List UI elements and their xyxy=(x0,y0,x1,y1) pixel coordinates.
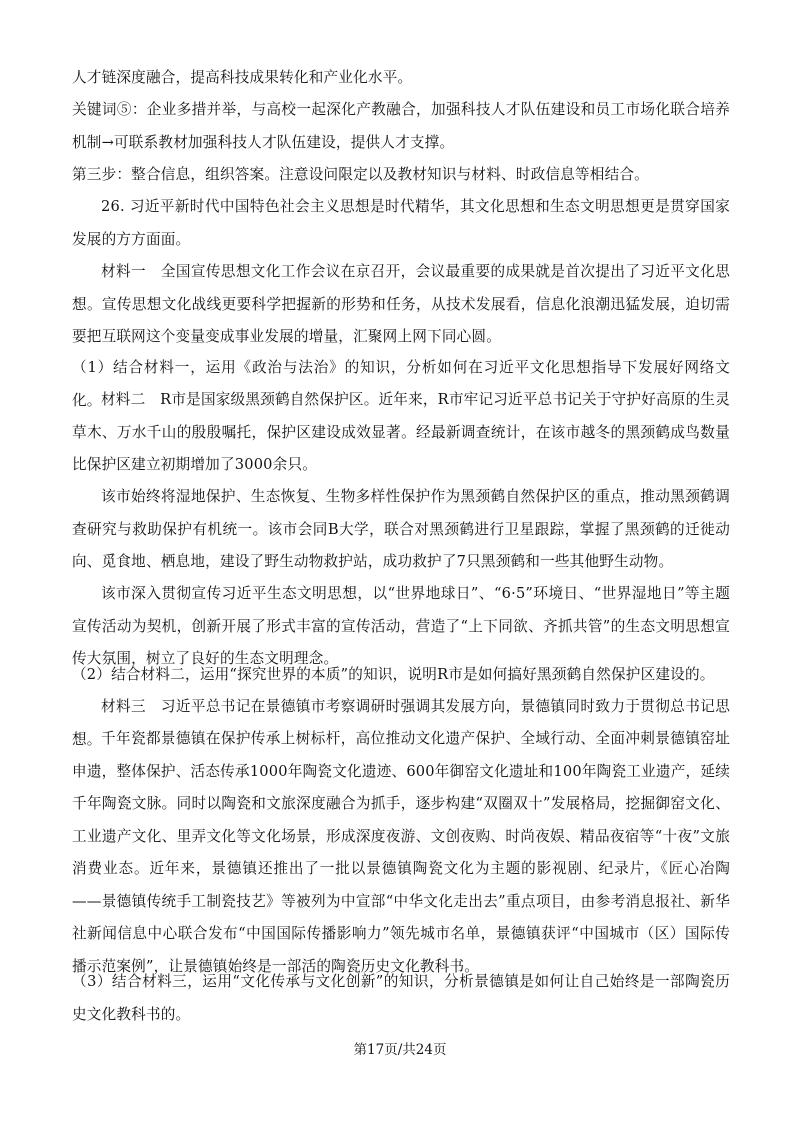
material-3: 材料三 习近平总书记在景德镇市考察调研时强调其发展方向，景德镇同时致力于贯彻总书记思想。 xyxy=(72,698,730,748)
paragraph-keyword-5: 关键词⑤：企业多措并举，与高校一起深化产教融合，加强科技人才队伍建设和员工市场化联合培养机制→可联系教材加强科技人才队伍建设，提供人才支撑。 xyxy=(72,101,730,151)
page-number: 第17页/共24页 xyxy=(353,1042,447,1058)
question-26-3: （3）结合材料三，运用“文化传承与文化创新”的知识，分析景德镇是如何让自己始终是一部陶瓷历史文化教科书的。 xyxy=(72,973,730,1023)
material-1: 材料一 全国宣传思想文化工作会议在京召开，会议最重要的成果就是首次提出了习近平文化思想。宣传思想文化战线更要科学把握新的形势和任务，从技术发展看，信息化浪潮迅猛发展，迫切需要把互联网这个变量变成事业发展的增量，汇聚网上网下同心圆。 xyxy=(72,263,730,345)
material-2-paragraph-3: 该市深入贯彻宣传习近平生态文明思想，以“世界地球日”、“6·5”环境日、“世界湿地日”等主题宣传活动为契机，创新开展了形式丰富的宣传活动，营造了“上下同欲、齐抓共管”的生态文明思想宣传大氛围，树立了良好的生态文明理念。 xyxy=(72,585,730,667)
question-26-stem: 26. 习近平新时代中国特色社会主义思想是时代精华，其文化思想和生态文明思想更是贯穿国家发展的方方面面。 xyxy=(72,198,730,248)
paragraph-step-3: 第三步：整合信息，组织答案。注意设问限定以及教材知识与材料、时政信息等相结合。 xyxy=(72,166,649,183)
question-26-1: （1）结合材料一，运用《政治与法治》的知识，分析如何在习近平文化思想指导下发展好网络文化。 xyxy=(72,359,730,409)
material-3-paragraph-2: 千年瓷都景德镇在保护传承上树标杆，高位推动文化遗产保护、全域行动、全面冲刺景德镇窑址申遗，整体保护、活态传承1000年陶瓷文化遗迹、600年御窑文化遗址和100年陶瓷工业遗产，延续千年陶瓷文脉。同时以陶瓷和文旅深度融合为抓手，逐步构建“双圈双十”发展格局，挖掘御窑文化、工业遗产文化、里弄文化等文化场景，形成深度夜游、文创夜购、时尚夜娱、精品夜宿等“十夜”文旅消费业态。近年来，景德镇还推出了一批以景德镇陶瓷文化为主题的影视剧、纪录片，《匠心冶陶——景德镇传统手工制瓷技艺》等被列为中宣部“中华文化走出去”重点项目，由参考消息报社、新华社新闻信息中心联合发布“中国国际传播影响力”领先城市名单，景德镇获评“中国城市（区）国际传播示范案例”，让景德镇始终是一部活的陶瓷历史文化教科书。 xyxy=(72,730,730,975)
material-2-paragraph-2: 该市始终将湿地保护、生态恢复、生物多样性保护作为黑颈鹤自然保护区的重点，推动黑颈鹤调查研究与救助保护有机统一。该市会同B大学，联合对黑颈鹤进行卫星跟踪，掌握了黑颈鹤的迁徙动向、觅食地、栖息地，建设了野生动物救护站，成功救护了7只黑颈鹤和一些其他野生动物。 xyxy=(72,488,730,570)
material-2: 材料二 R市是国家级黑颈鹤自然保护区。近年来，R市牢记习近平总书记关于守护好高原的生灵草木、万水千山的殷殷嘱托，保护区建设成效显著。经最新调查统计，在该市越冬的黑颈鹤成鸟数量比保护区建立初期增加了3000余只。 xyxy=(72,391,730,473)
paragraph-talent-chain: 人才链深度融合，提高科技成果转化和产业化水平。 xyxy=(72,69,413,86)
question-26-2: （2）结合材料二，运用“探究世界的本质”的知识，说明R市是如何搞好黑颈鹤自然保护区建设的。 xyxy=(72,666,715,683)
